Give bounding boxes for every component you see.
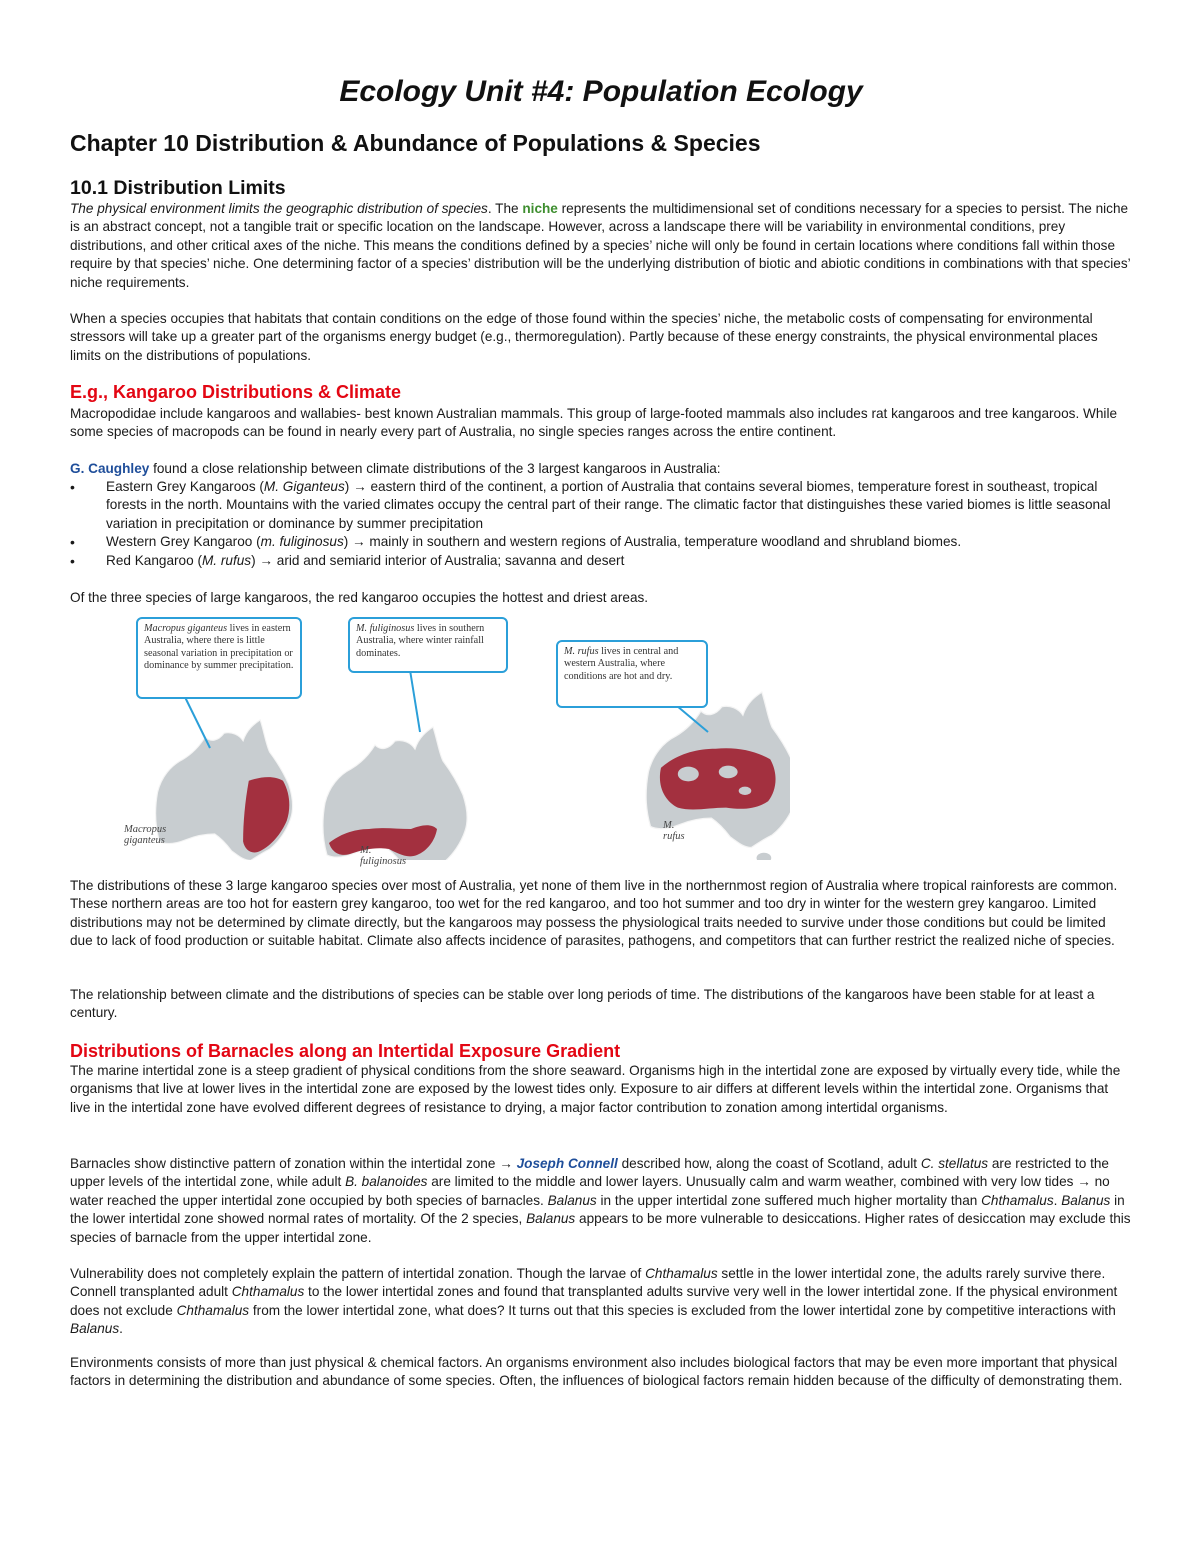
- callout-rufus: [556, 640, 708, 708]
- species-name: Macropus giganteus: [144, 623, 228, 634]
- paragraph-intertidal: The marine intertidal zone is a steep gradient of physical conditions from the shore seaward. Organisms high in the intertidal zone are exposed by virtually every tide, while the organisms that live at lower lives in the intertidal zone are exposed by the lowest tides only. Exposure to air differs at different levels within the intertidal zone. Organisms that live in the intertidal zone have evolved different degrees of resistance to drying, a major factor contribution to zonation among intertidal organisms.: [70, 1063, 1121, 1115]
- species-name: Chthamalus: [645, 1266, 718, 1281]
- paragraph-stability: The relationship between climate and the distributions of species can be stable over long periods of time. The distributions of the kangaroos have been stable for at least a century.: [70, 987, 1095, 1021]
- map-panel-fuliginosus: [323, 670, 467, 860]
- list-item-red: [70, 552, 1132, 570]
- species-name: B. balanoides: [345, 1174, 428, 1190]
- range-gap: [678, 767, 699, 782]
- text-run: from the lower intertidal zone, what does? It turns out that this species is excluded from the lower intertidal zone by competitive interactions with: [249, 1302, 1116, 1318]
- text-run: Eastern Grey Kangaroos (: [106, 479, 264, 494]
- paragraph-red-kangaroo: Of the three species of large kangaroos, the red kangaroo occupies the hottest and driest areas.: [70, 590, 649, 605]
- range-shape-rufus: [660, 748, 776, 809]
- paragraph-distributions: The distributions of these 3 large kangaroo species over most of Australia, yet none of them live in the northernmost region of Australia where tropical rainforests are common. These northern areas are too hot for eastern grey kangaroo, too wet for the red kangaroo, and too hot summer and too dry in winter for the western grey kangaroo. Limited distributions may not be determined by climate directly, but the kangaroos may possess the physiological traits needed to survive under those conditions but could be limited due to lack of food production or suitable habitat. Climate also affects incidence of parasites, pathogens, and competitors that can further restrict the realized niche of species.: [70, 878, 1118, 949]
- paragraph-macropodidae: Macropodidae include kangaroos and wallabies- best known Australian mammals. This group of large-footed mammals also includes rat kangaroos and tree kangaroos. While some species of macropods can be found in nearly every part of Australia, no single species ranges across the entire continent.: [70, 406, 1118, 440]
- species-name: Chthamalus: [176, 1302, 250, 1318]
- species-name: M. Giganteus: [263, 479, 345, 494]
- text-run: in the upper intertidal zone suffered much higher mortality than: [596, 1192, 982, 1208]
- map-panel-giganteus: [156, 691, 293, 860]
- range-shape-giganteus: [243, 777, 289, 852]
- text-run: are limited to the middle and lower layers. Unusually calm and warm weather, combined with very low tides → no water reached the upper intertidal zone occupied by both species of barnacles.: [70, 1174, 1110, 1208]
- text-run: Western Grey Kangaroo (: [106, 534, 261, 550]
- text-run: ) → arid and semiarid interior of Australia; savanna and desert: [251, 552, 625, 568]
- species-name: M. rufus: [564, 646, 599, 657]
- text-run: Vulnerability does not completely explain the pattern of intertidal zonation. Though the larvae of: [70, 1266, 646, 1281]
- text-run: .: [1053, 1192, 1062, 1208]
- kangaroo-heading: E.g., Kangaroo Distributions & Climate: [70, 382, 402, 402]
- callout-giganteus: [136, 617, 302, 699]
- species-name: M. fuliginosus: [356, 623, 415, 634]
- text-run: appears to be more vulnerable to desiccations. Higher rates of desiccation may exclude this species of barnacle from the upper intertidal zone.: [70, 1211, 1131, 1245]
- text-run: represents the multidimensional set of conditions necessary for a species to persist. The niche is an abstract concept, not a tangible trait or specific location on the landscape. However, across a landscape there will be variability in environmental conditions, prey distributions, and other critical axes of the niche. This means the conditions defined by a species’ niche will only be found in certain locations where conditions fall within those require by that species’ niche. One determining factor of a species’ distribution will be the underlying distribution of biotic and abiotic conditions in combinations with that species’ niche requirements.: [70, 201, 1131, 290]
- caption-giganteus: Macropus giganteus: [124, 824, 167, 846]
- list-item-eastern-grey: [70, 478, 1132, 533]
- person-caughley: G. Caughley: [70, 461, 150, 476]
- section-heading: 10.1 Distribution Limits: [70, 177, 286, 199]
- callout-text: lives in eastern Australia, where there is little seasonal variation in precipitation or dominance by summer precipitation.: [144, 623, 294, 672]
- text-run: to the lower intertidal zones and found that transplanted adults survive very well in the lower intertidal zone. If the physical environment does not exclude: [70, 1284, 1118, 1318]
- paragraph-niche: [70, 200, 1132, 292]
- text-run: described how, along the coast of Scotland, adult: [617, 1156, 921, 1171]
- caption-fuliginosus: M. fuliginosus: [360, 845, 407, 867]
- caption-rufus: M. rufus: [663, 820, 685, 842]
- person-connell: Joseph Connell: [516, 1156, 618, 1171]
- paragraph-connell: [70, 1155, 1132, 1247]
- text-run: found a close relationship between climate distributions of the 3 largest kangaroos in Australia:: [149, 461, 721, 476]
- lead-phrase: The physical environment limits the geographic distribution of species: [70, 201, 488, 216]
- paragraph-energy: When a species occupies that habitats that contain conditions on the edge of those found within the species’ niche, the metabolic costs of compensating for environmental stressors will take up a greater part of the organisms energy budget (e.g., thermoregulation). Partly because of these energy constraints, the physical environmental places limits on the distributions of populations.: [70, 311, 1098, 363]
- callout-text: lives in southern Australia, where winter rainfall dominates.: [356, 623, 485, 659]
- text-run: settle in the lower intertidal zone, the adults rarely survive there. Connell transplanted adult: [70, 1266, 1106, 1300]
- tasmania: [757, 853, 772, 860]
- chapter-heading: Chapter 10 Distribution & Abundance of Populations & Species: [70, 130, 761, 156]
- callout-pointer: [410, 670, 420, 732]
- paragraph-vulnerability: [70, 1265, 1132, 1339]
- text-run: . The: [487, 201, 523, 216]
- species-name: M. rufus: [201, 552, 252, 568]
- text-run: ) → mainly in southern and western regions of Australia, temperature woodland and shrubland biomes.: [343, 534, 962, 550]
- callout-fuliginosus: [348, 617, 508, 673]
- paragraph-biological-factors: Environments consists of more than just physical & chemical factors. An organisms environment also includes biological factors that may be even more important that physical factors in determining the distribution and abundance of some species. Often, the influences of biological factors remain hidden because of the difficulty of demonstrating them.: [70, 1355, 1123, 1389]
- kangaroo-species-list: [70, 478, 1132, 570]
- species-name: Chthamalus: [981, 1192, 1054, 1208]
- list-item-western-grey: [70, 533, 1132, 551]
- paragraph-caughley: [70, 460, 1132, 478]
- text-run: are restricted to the upper levels of the intertidal zone, while adult: [70, 1156, 1109, 1190]
- text-run: Barnacles show distinctive pattern of zonation within the intertidal zone →: [70, 1156, 517, 1171]
- species-name: Chthamalus: [231, 1284, 305, 1300]
- species-name: Balanus: [547, 1192, 597, 1208]
- callout-pointer: [182, 691, 210, 748]
- text-run: ) → eastern third of the continent, a portion of Australia that contains several biomes, temperature forest in southeast, tropical forests in the north. Mountains with the varied climates occupy the central part of their range. The climatic factor that distinguishes these varied biomes is little seasonal variation in precipitation or dominance by summer precipitation: [106, 479, 1111, 531]
- range-gap: [739, 787, 752, 795]
- species-name: Balanus: [70, 1321, 120, 1337]
- text-run: Red Kangaroo (: [106, 552, 202, 568]
- text-run: .: [119, 1321, 123, 1337]
- species-name: Balanus: [1061, 1192, 1111, 1208]
- species-name: m. fuliginosus: [260, 534, 344, 550]
- text-run: in the lower intertidal zone showed normal rates of mortality. Of the 2 species,: [70, 1192, 1125, 1227]
- barnacle-heading: Distributions of Barnacles along an Intertidal Exposure Gradient: [70, 1041, 621, 1061]
- callout-text: lives in central and western Australia, where conditions are hot and dry.: [564, 646, 679, 682]
- document-title: Ecology Unit #4: Population Ecology: [339, 75, 863, 108]
- range-gap: [719, 766, 738, 779]
- species-name: C. stellatus: [920, 1156, 989, 1171]
- species-name: Balanus: [526, 1211, 576, 1227]
- niche-term: niche: [522, 201, 558, 216]
